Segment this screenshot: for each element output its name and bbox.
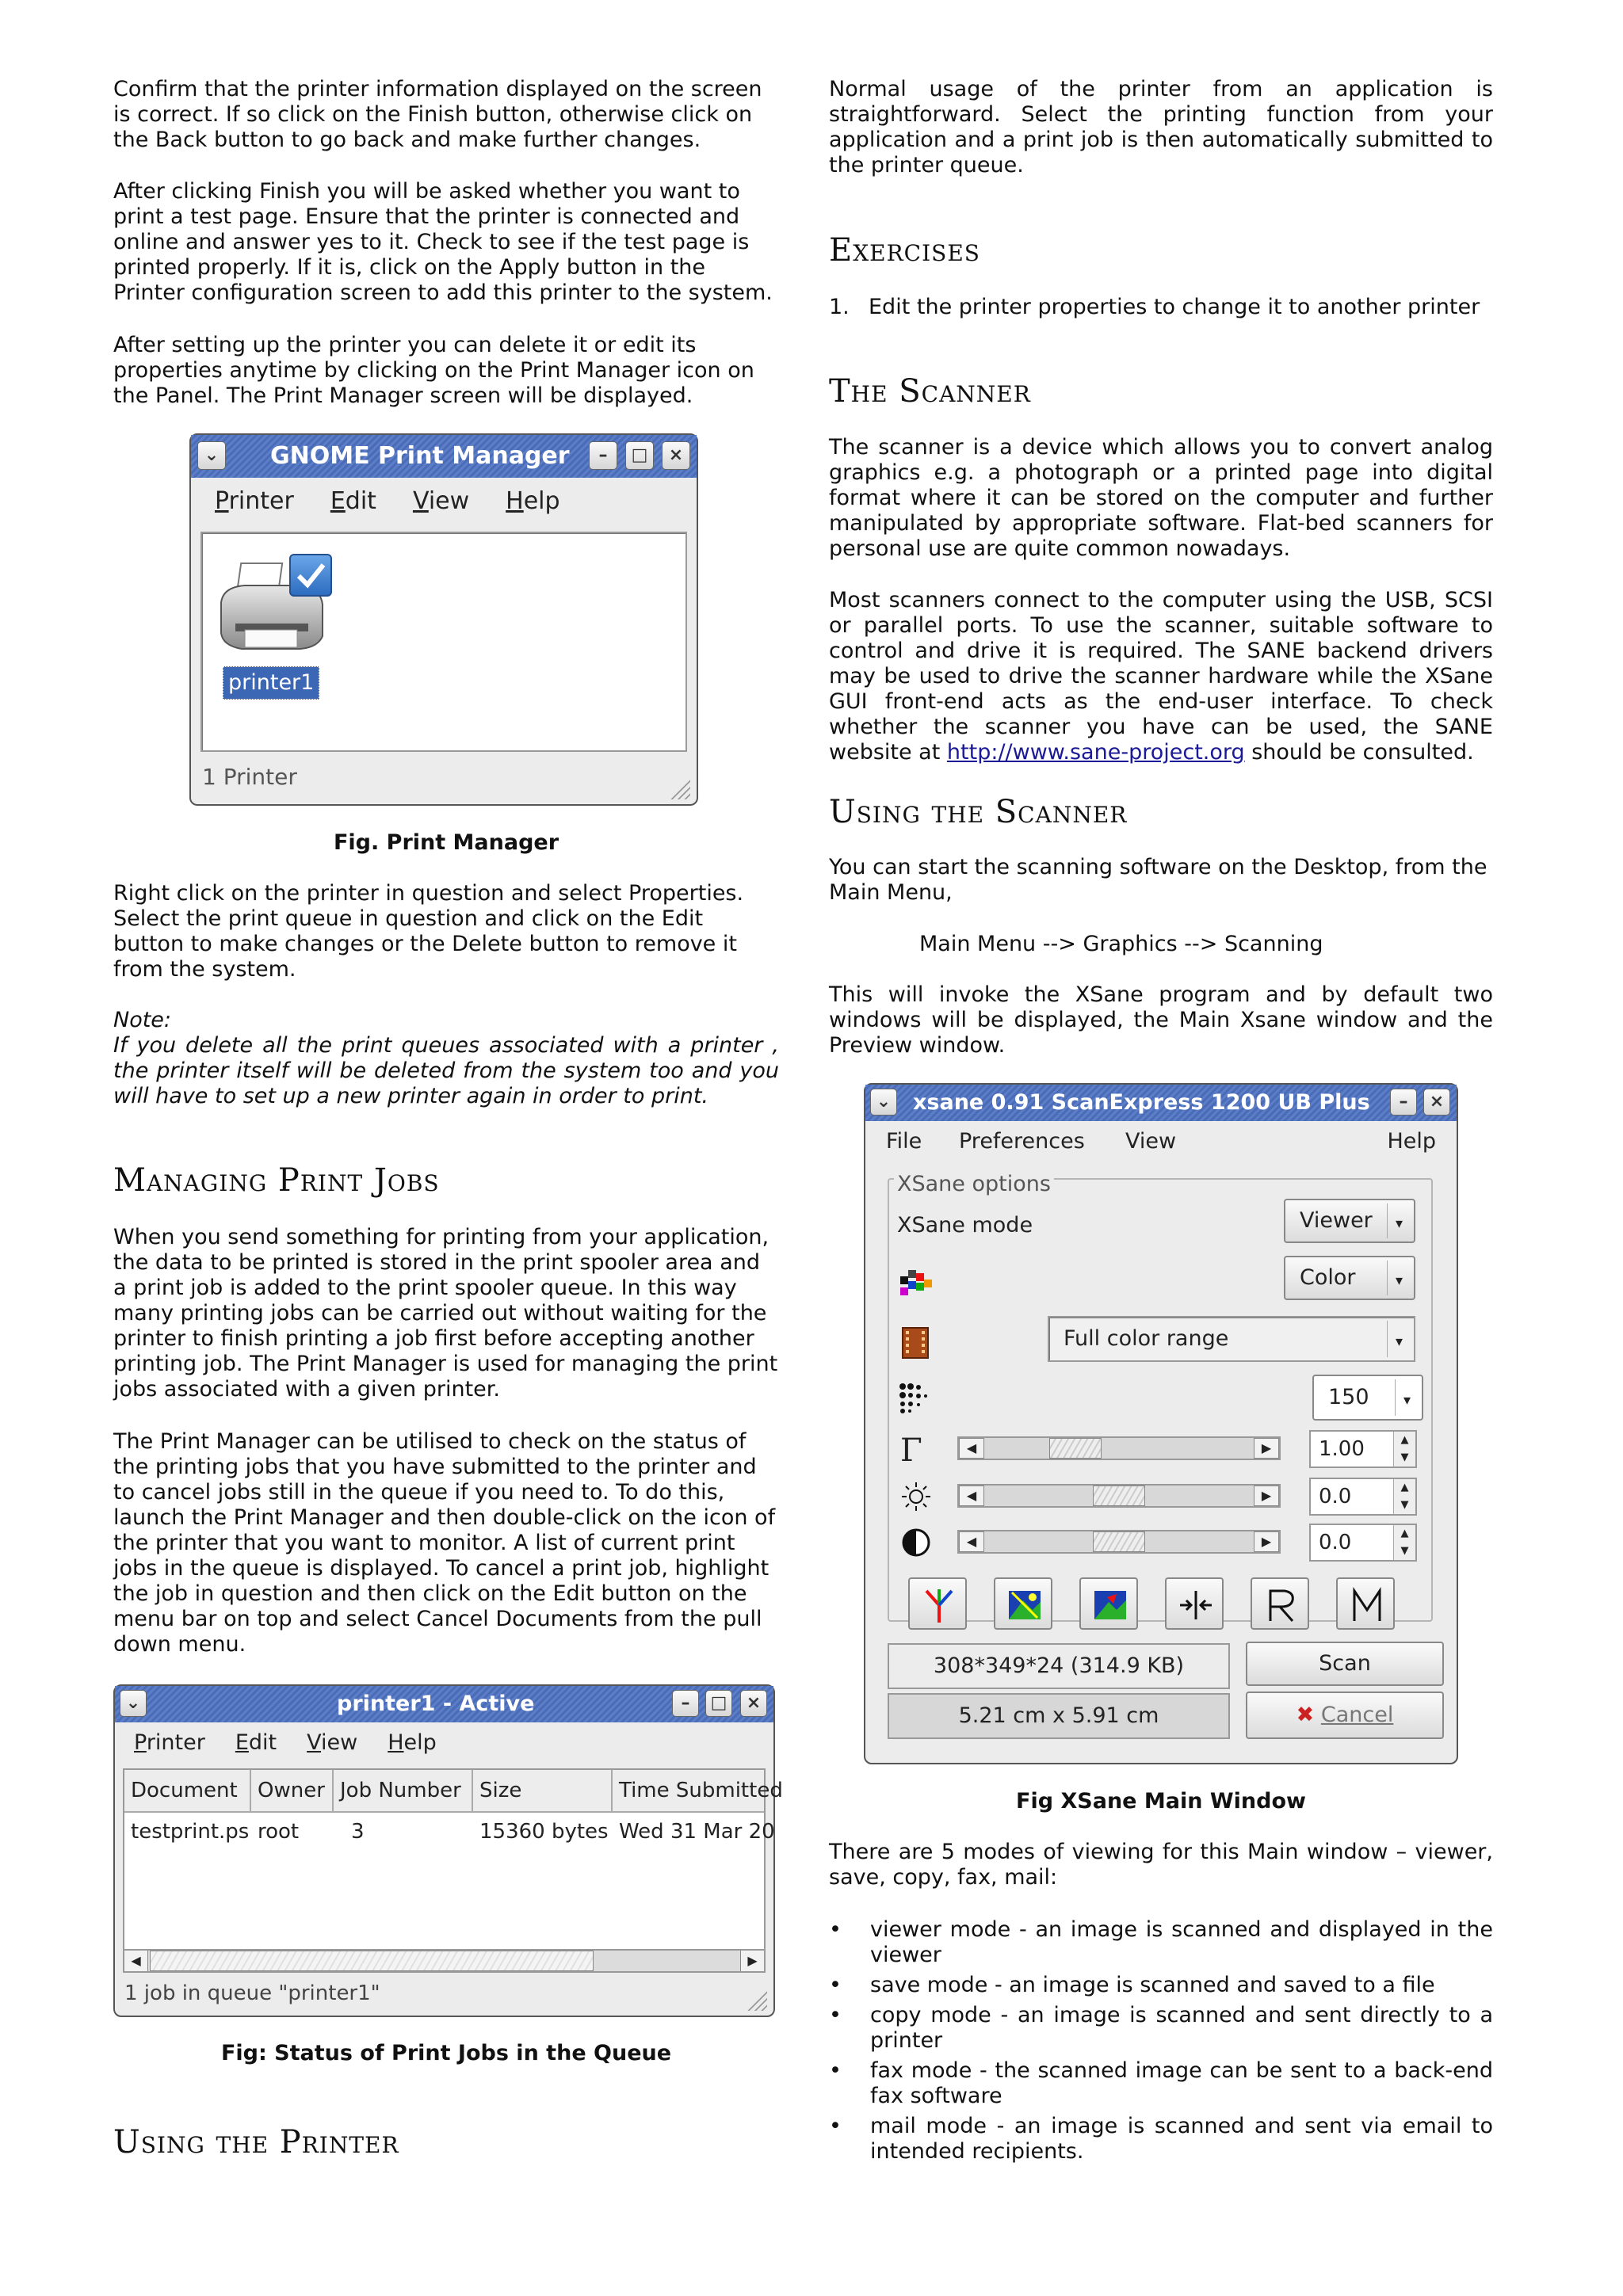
slider-left-icon[interactable]: ◀ <box>959 1438 984 1459</box>
paragraph-right-click: Right click on the printer in question and select Properties. Select the print queue in question and click on the Edit button to make changes or the Delete button to remove it from the system. <box>113 881 744 982</box>
contrast-value: 0.0 <box>1319 1531 1352 1554</box>
exercise-text: Edit the printer properties to change it to another printer <box>869 295 1480 319</box>
slider-thumb[interactable] <box>1049 1438 1102 1459</box>
caption-print-manager: Fig. Print Manager <box>333 830 559 855</box>
mode-value: Viewer <box>1300 1208 1373 1233</box>
title-bar <box>115 1686 773 1722</box>
column-header-job-number[interactable]: Job Number <box>334 1770 473 1813</box>
brightness-input[interactable] <box>1309 1478 1417 1516</box>
cell-size: 15360 bytes <box>479 1820 609 1844</box>
heading-managing-print-jobs: Managing Print Jobs <box>113 1162 440 1199</box>
color-mode-icon <box>900 1270 932 1297</box>
size-info: 5.21 cm x 5.91 cm <box>888 1693 1230 1739</box>
cell-document: testprint.ps <box>131 1820 250 1844</box>
list-item: • copy mode - an image is scanned and sent directly to a printer <box>829 2003 1493 2054</box>
color-select[interactable] <box>1284 1256 1415 1300</box>
spin-arrows-icon[interactable]: ▲ ▼ <box>1393 1479 1415 1514</box>
paragraph-start-scanning: You can start the scanning software on the Desktop, from the Main Menu, <box>829 855 1487 905</box>
sane-project-link[interactable]: http://www.sane-project.org <box>946 740 1245 765</box>
checkmark-icon <box>289 554 332 597</box>
xsane-options-group <box>888 1172 1433 1622</box>
scan-button[interactable]: Scan <box>1246 1642 1444 1686</box>
heading-the-scanner: The Scanner <box>829 373 1031 410</box>
column-header-document[interactable]: Document <box>124 1770 251 1813</box>
column-header-time-submitted[interactable]: Time Submitted <box>613 1770 764 1813</box>
caption-xsane: Fig XSane Main Window <box>1016 1789 1306 1814</box>
title-bar <box>865 1085 1457 1121</box>
spin-arrows-icon[interactable]: ▲ ▼ <box>1393 1432 1415 1466</box>
autoadjust-button[interactable] <box>994 1577 1052 1630</box>
store-button[interactable] <box>1336 1577 1395 1630</box>
column-header-size[interactable]: Size <box>473 1770 613 1813</box>
exercise-number: 1. <box>829 295 850 319</box>
group-label: XSane options <box>894 1172 1054 1197</box>
menu-bar <box>115 1730 773 1756</box>
paragraph-spooler: When you send something for printing from your application, the data to be printed is stored in the print spooler area and a print job is added to the print spooler queue. In this way many printing jobs can be carried out without waiting for the printer to finish printing a job first before accepting another printing job. The Print Manager is used for managing the print jobs associated with a given printer. <box>113 1225 778 1402</box>
print-manager-window <box>189 433 698 806</box>
paragraph-scanner-connect-text: Most scanners connect to the computer using the USB, SCSI or parallel ports. To use the scanner, suitable software to control and drive it is required. The SANE backend drivers may be used to drive the scanner hardware while the XSane GUI front-end acts as the end-user interface. To check whether the scanner you have can be used, the SANE website at <box>829 588 1493 765</box>
menu-printer[interactable]: Printer <box>134 1730 205 1755</box>
scroll-left-icon[interactable]: ◀ <box>124 1951 148 1971</box>
printer-item[interactable] <box>213 547 332 695</box>
gamma-icon: Γ <box>900 1432 922 1469</box>
brightness-value: 0.0 <box>1319 1485 1352 1508</box>
slider-thumb[interactable] <box>1093 1486 1145 1506</box>
paragraph-confirm: Confirm that the printer information displayed on the screen is correct. If so click on the Finish button, otherwise click on the Back button to go back and make further changes. <box>113 77 762 152</box>
list-item: • save mode - an image is scanned and saved to a file <box>829 1973 1493 1998</box>
paragraph-normal-usage: Normal usage of the printer from an application is straightforward. Select the printing function from your application and a print job is then automatically submitted to the printer queue. <box>829 77 1493 177</box>
menu-bar <box>191 489 697 514</box>
list-item: • fax mode - the scanned image can be sent to a back-end fax software <box>829 2058 1493 2109</box>
paragraph-modes: There are 5 modes of viewing for this Main window – viewer, save, copy, fax, mail: <box>829 1840 1493 1890</box>
window-menu-icon[interactable]: ⌄ <box>120 1690 147 1717</box>
job-table <box>123 1768 783 1952</box>
window-menu-icon[interactable]: ⌄ <box>870 1089 897 1116</box>
slider-right-icon[interactable]: ▶ <box>1254 1438 1279 1459</box>
horizontal-scrollbar[interactable] <box>123 1949 766 1973</box>
heading-using-the-printer: Using the Printer <box>113 2124 399 2161</box>
film-strip-icon <box>902 1327 929 1359</box>
menu-help[interactable]: Help <box>388 1730 437 1755</box>
chevron-down-icon: ▾ <box>1395 1379 1419 1416</box>
title-bar <box>191 435 697 478</box>
menu-edit[interactable]: Edit <box>330 487 376 515</box>
image-icon <box>1091 1586 1129 1624</box>
status-bar: 1 job in queue "printer1" <box>124 1981 380 2005</box>
menu-edit[interactable]: Edit <box>235 1730 277 1755</box>
menu-help[interactable]: Help <box>506 487 560 515</box>
print-queue-window <box>113 1684 783 2017</box>
menu-view[interactable]: View <box>412 487 470 515</box>
letter-m-icon <box>1348 1586 1386 1624</box>
paragraph-scanner-connect <box>829 588 1493 765</box>
window-title: xsane 0.91 ScanExpress 1200 UB Plus <box>913 1090 1370 1115</box>
default-enhance-button[interactable] <box>1079 1577 1138 1630</box>
window-title: printer1 - Active <box>337 1691 535 1716</box>
modes-list <box>829 1917 1493 2169</box>
list-item: • viewer mode - an image is scanned and displayed in the viewer <box>829 1917 1493 1968</box>
menu-help[interactable]: Help <box>1387 1129 1436 1154</box>
caption-print-jobs: Fig: Status of Print Jobs in the Queue <box>220 2041 672 2065</box>
slider-thumb[interactable] <box>1093 1531 1145 1552</box>
rgb-fork-icon <box>920 1586 958 1624</box>
slider-left-icon[interactable]: ◀ <box>959 1531 984 1552</box>
resolution-value: 150 <box>1328 1385 1369 1409</box>
spin-arrows-icon[interactable]: ▲ ▼ <box>1393 1525 1415 1560</box>
window-menu-icon[interactable]: ⌄ <box>197 441 226 470</box>
resolution-icon <box>899 1383 934 1414</box>
chevron-down-icon: ▾ <box>1387 1261 1411 1295</box>
menu-file[interactable]: File <box>886 1129 922 1154</box>
cancel-button[interactable] <box>1246 1691 1444 1739</box>
resize-grip[interactable] <box>745 1989 767 2011</box>
contrast-slider[interactable] <box>957 1530 1281 1554</box>
scroll-right-icon[interactable]: ▶ <box>740 1951 764 1971</box>
printer-list <box>200 532 687 752</box>
maximize-icon[interactable]: □ <box>705 1690 732 1717</box>
cell-job-number: 3 <box>351 1820 365 1844</box>
resolution-select[interactable] <box>1312 1375 1423 1421</box>
letter-r-icon <box>1262 1586 1300 1624</box>
chevron-down-icon: ▾ <box>1387 1321 1411 1357</box>
cell-time-submitted: Wed 31 Mar 20 <box>619 1820 775 1844</box>
resize-grip[interactable] <box>668 777 690 799</box>
color-range-select[interactable] <box>1048 1316 1415 1362</box>
minimize-icon[interactable]: – <box>672 1690 699 1717</box>
menu-view[interactable]: View <box>1125 1129 1177 1154</box>
contrast-icon <box>900 1527 932 1558</box>
gamma-value: 1.00 <box>1319 1437 1365 1461</box>
menu-bar <box>865 1129 1457 1162</box>
restore-button[interactable] <box>1165 1577 1224 1630</box>
compress-arrows-icon <box>1177 1586 1215 1624</box>
slider-left-icon[interactable]: ◀ <box>959 1486 984 1506</box>
close-icon[interactable]: × <box>1423 1089 1450 1116</box>
contrast-input[interactable] <box>1309 1524 1417 1562</box>
menu-printer[interactable]: Printer <box>215 487 294 515</box>
note-label: Note: <box>113 1008 172 1032</box>
gamma-curve-button[interactable] <box>908 1577 967 1630</box>
cancel-icon: ✖ <box>1296 1703 1315 1727</box>
paragraph-finish: After clicking Finish you will be asked whether you want to print a test page. Ensure that the printer is connected and online and answer yes to it. Check to see if the test page is printed properly. If it is, click on the Apply button in the Printer configuration screen to add this printer to the system. <box>113 179 773 305</box>
heading-exercises: Exercises <box>829 232 980 269</box>
slider-right-icon[interactable]: ▶ <box>1254 1486 1279 1506</box>
heading-using-the-scanner: Using the Scanner <box>829 794 1128 830</box>
gamma-input[interactable] <box>1309 1430 1417 1468</box>
image-info: 308*349*24 (314.9 KB) <box>888 1643 1230 1689</box>
reset-button[interactable] <box>1251 1577 1309 1630</box>
minimize-icon[interactable]: – <box>589 441 617 470</box>
range-value: Full color range <box>1064 1326 1229 1351</box>
close-icon[interactable]: × <box>662 441 690 470</box>
column-header-owner[interactable]: Owner <box>251 1770 334 1813</box>
window-title: GNOME Print Manager <box>270 442 570 470</box>
paragraph-xsane-invoke: This will invoke the XSane program and by default two windows will be displayed, the Main Xsane window and the Preview window. <box>829 982 1493 1058</box>
brightness-icon <box>900 1481 932 1512</box>
slider-right-icon[interactable]: ▶ <box>1254 1531 1279 1552</box>
auto-enhance-icon <box>1006 1586 1044 1624</box>
maximize-icon[interactable]: □ <box>625 441 654 470</box>
mode-label: XSane mode <box>897 1213 1033 1238</box>
gamma-slider[interactable] <box>957 1436 1281 1460</box>
cell-owner: root <box>258 1820 300 1844</box>
paragraph-setup: After setting up the printer you can delete it or edit its properties anytime by clicking on the Print Manager icon on the Panel. The Print Manager screen will be displayed. <box>113 333 754 408</box>
exercise-item <box>829 295 1493 320</box>
status-bar: 1 Printer <box>202 764 297 790</box>
paragraph-scanner-intro: The scanner is a device which allows you to convert analog graphics e.g. a photograph or a printed page into digital format where it can be stored on the computer and further manipulated by appropriate software. Flat-bed scanners for personal use are quite common nowadays. <box>829 435 1493 561</box>
chevron-down-icon: ▾ <box>1387 1203 1411 1238</box>
note-text: If you delete all the print queues associated with a printer , the printer itself will be deleted from the system too and you will have to set up a new printer again in order to print. <box>113 1033 779 1108</box>
list-item: • mail mode - an image is scanned and sent via email to intended recipients. <box>829 2114 1493 2164</box>
menu-path: Main Menu --> Graphics --> Scanning <box>919 932 1323 956</box>
printer-label[interactable]: printer1 <box>223 666 319 700</box>
color-value: Color <box>1300 1265 1356 1290</box>
paragraph-print-manager: The Print Manager can be utilised to check on the status of the printing jobs that you have submitted to the printer and to cancel jobs still in the queue if you need to. To do this, launch the Print Manager and then double-click on the icon of the printer that you want to monitor. A list of current print jobs in the queue is displayed. To cancel a print job, highlight the job in question and then click on the Edit button on the menu bar on top and select Cancel Documents from the pull down menu. <box>113 1429 776 1657</box>
menu-preferences[interactable]: Preferences <box>959 1129 1085 1154</box>
scroll-thumb[interactable] <box>150 1951 594 1971</box>
brightness-slider[interactable] <box>957 1484 1281 1508</box>
cancel-label: Cancel <box>1320 1703 1394 1727</box>
minimize-icon[interactable]: – <box>1390 1089 1417 1116</box>
paragraph-scanner-connect-tail: should be consulted. <box>1244 740 1474 765</box>
menu-view[interactable]: View <box>307 1730 358 1755</box>
xsane-window <box>864 1083 1458 1764</box>
enhancement-toolbar <box>908 1577 1415 1630</box>
close-icon[interactable]: × <box>740 1690 767 1717</box>
mode-select[interactable] <box>1284 1199 1415 1243</box>
